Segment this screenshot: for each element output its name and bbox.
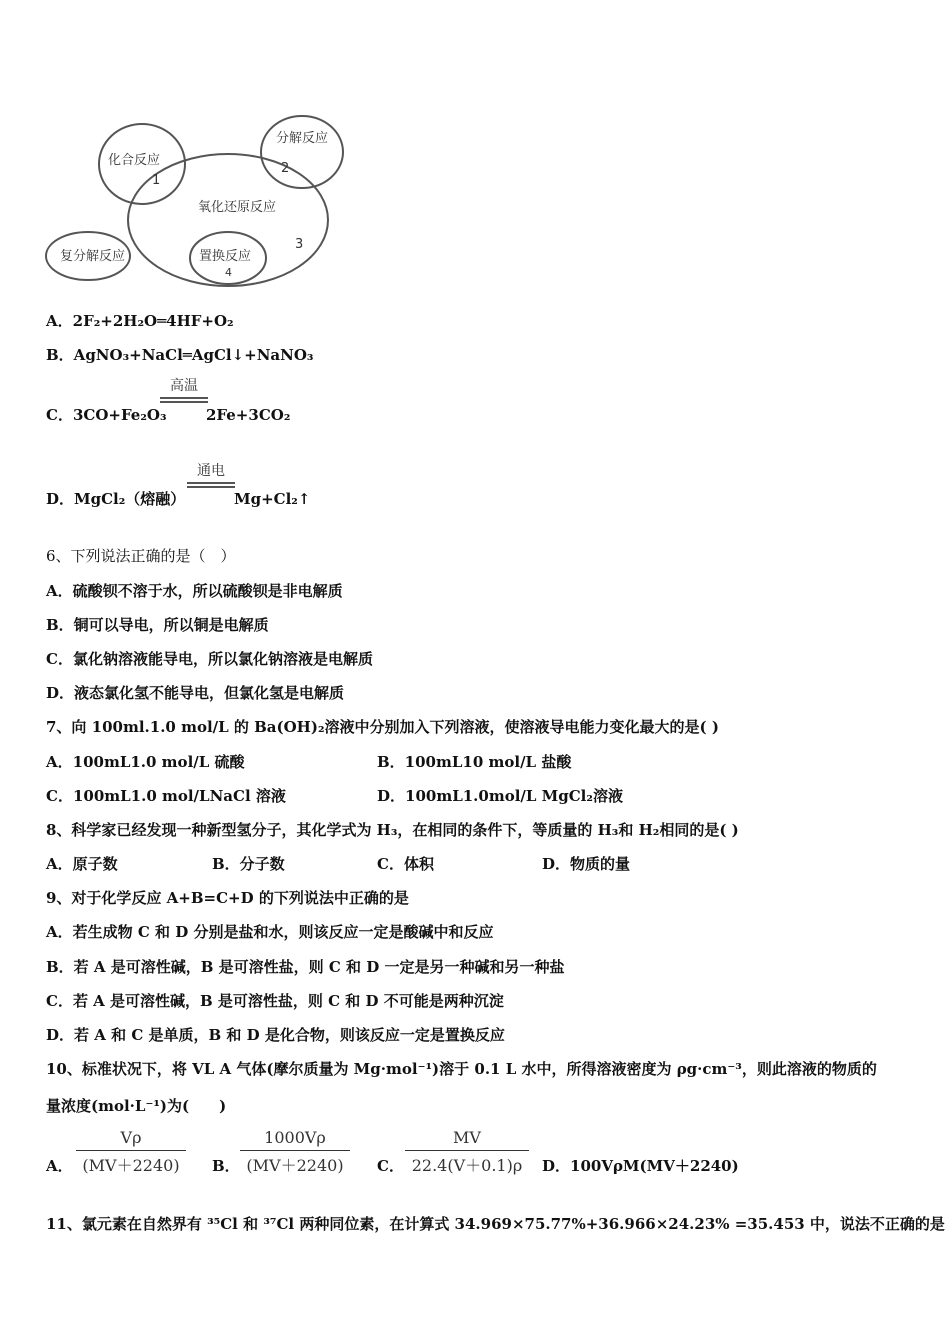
q5-option-b: B．AgNO₃+NaCl═AgCl↓+NaNO₃ bbox=[46, 346, 314, 364]
region-number-2: 2 bbox=[281, 161, 290, 176]
reaction-condition-electrolysis: 通电 bbox=[187, 460, 235, 488]
q5-option-a: A．2F₂+2H₂O═4HF+O₂ bbox=[46, 312, 234, 330]
region-number-4: 4 bbox=[225, 266, 232, 279]
label-displacement: 置换反应 bbox=[199, 249, 252, 264]
q10-option-a-label: A． bbox=[46, 1157, 73, 1175]
q6-option-d: D．液态氯化氢不能导电，但氯化氢是电解质 bbox=[46, 684, 345, 702]
q6-option-a: A．硫酸钡不溶于水，所以硫酸钡是非电解质 bbox=[46, 582, 343, 600]
q6-option-c: C．氯化钠溶液能导电，所以氯化钠溶液是电解质 bbox=[46, 650, 373, 668]
q8-option-d: D．物质的量 bbox=[542, 855, 631, 873]
q10-option-c-fraction bbox=[405, 1128, 529, 1176]
label-double-decomposition: 复分解反应 bbox=[60, 249, 126, 264]
fraction-numerator: 1000Vρ bbox=[264, 1128, 326, 1147]
q7-stem: 7、向 100ml.1.0 mol/L 的 Ba(OH)₂溶液中分别加入下列溶液，使溶液导电能力变化最大的是( ) bbox=[46, 718, 719, 736]
q5-option-d-left: D．MgCl₂（熔融） bbox=[46, 490, 186, 508]
fraction-denominator: (MV＋2240) bbox=[240, 1150, 350, 1176]
q5-option-c-left: C．3CO+Fe₂O₃ bbox=[46, 406, 167, 424]
reaction-type-diagram bbox=[40, 110, 360, 290]
fraction-denominator: (MV＋2240) bbox=[76, 1150, 186, 1176]
q10-option-b-fraction bbox=[240, 1128, 350, 1176]
q8-option-c: C．体积 bbox=[377, 855, 434, 873]
q10-option-a-fraction bbox=[76, 1128, 186, 1176]
region-number-1: 1 bbox=[152, 173, 161, 188]
q8-stem: 8、科学家已经发现一种新型氢分子，其化学式为 H₃，在相同的条件下，等质量的 H₃和 H₂相同的是( ) bbox=[46, 821, 739, 839]
q6-stem: 6、下列说法正确的是（ ） bbox=[46, 547, 236, 565]
fraction-denominator: 22.4(V＋0.1)ρ bbox=[405, 1150, 529, 1176]
q6-option-b: B．铜可以导电，所以铜是电解质 bbox=[46, 616, 269, 634]
q7-option-a: A．100mL1.0 mol/L 硫酸 bbox=[46, 753, 245, 771]
q9-stem: 9、对于化学反应 A+B=C+D 的下列说法中正确的是 bbox=[46, 889, 409, 907]
decomposition-circle bbox=[261, 116, 343, 188]
q5-option-c-right: 2Fe+3CO₂ bbox=[206, 406, 291, 424]
q10-option-d: D．100VρM(MV＋2240) bbox=[542, 1157, 739, 1175]
reaction-condition-high-temp: 高温 bbox=[160, 375, 208, 403]
q9-option-a: A．若生成物 C 和 D 分别是盐和水，则该反应一定是酸碱中和反应 bbox=[46, 923, 494, 941]
q5-option-d-right: Mg+Cl₂↑ bbox=[234, 490, 311, 508]
q9-option-d: D．若 A 和 C 是单质，B 和 D 是化合物，则该反应一定是置换反应 bbox=[46, 1026, 505, 1044]
label-combination: 化合反应 bbox=[108, 153, 161, 168]
region-number-3: 3 bbox=[295, 237, 304, 252]
q7-option-b: B．100mL10 mol/L 盐酸 bbox=[377, 753, 572, 771]
q10-stem-line2: 量浓度(mol·L⁻¹)为( ) bbox=[46, 1097, 227, 1115]
q10-option-b-label: B． bbox=[212, 1157, 240, 1175]
label-redox: 氧化还原反应 bbox=[198, 200, 277, 215]
q8-option-a: A．原子数 bbox=[46, 855, 118, 873]
q10-option-c-label: C． bbox=[377, 1157, 404, 1175]
q7-option-c: C．100mL1.0 mol/LNaCl 溶液 bbox=[46, 787, 286, 805]
q7-option-d: D．100mL1.0mol/L MgCl₂溶液 bbox=[377, 787, 623, 805]
q10-stem-line1: 10、标准状况下，将 VL A 气体(摩尔质量为 Mg·mol⁻¹)溶于 0.1 L 水中，所得溶液密度为 ρg·cm⁻³，则此溶液的物质的 bbox=[46, 1060, 877, 1078]
q8-option-b: B．分子数 bbox=[212, 855, 285, 873]
q9-option-c: C．若 A 是可溶性碱，B 是可溶性盐，则 C 和 D 不可能是两种沉淀 bbox=[46, 992, 504, 1010]
label-decomposition: 分解反应 bbox=[276, 131, 329, 146]
q9-option-b: B．若 A 是可溶性碱，B 是可溶性盐，则 C 和 D 一定是另一种碱和另一种盐 bbox=[46, 958, 565, 976]
fraction-numerator: Vρ bbox=[120, 1128, 142, 1147]
fraction-numerator: MV bbox=[453, 1128, 481, 1147]
q11-stem: 11、氯元素在自然界有 ³⁵Cl 和 ³⁷Cl 两种同位素，在计算式 34.969×75.77%+36.966×24.23% =35.453 中，说法不正确的是 bbox=[46, 1215, 945, 1233]
